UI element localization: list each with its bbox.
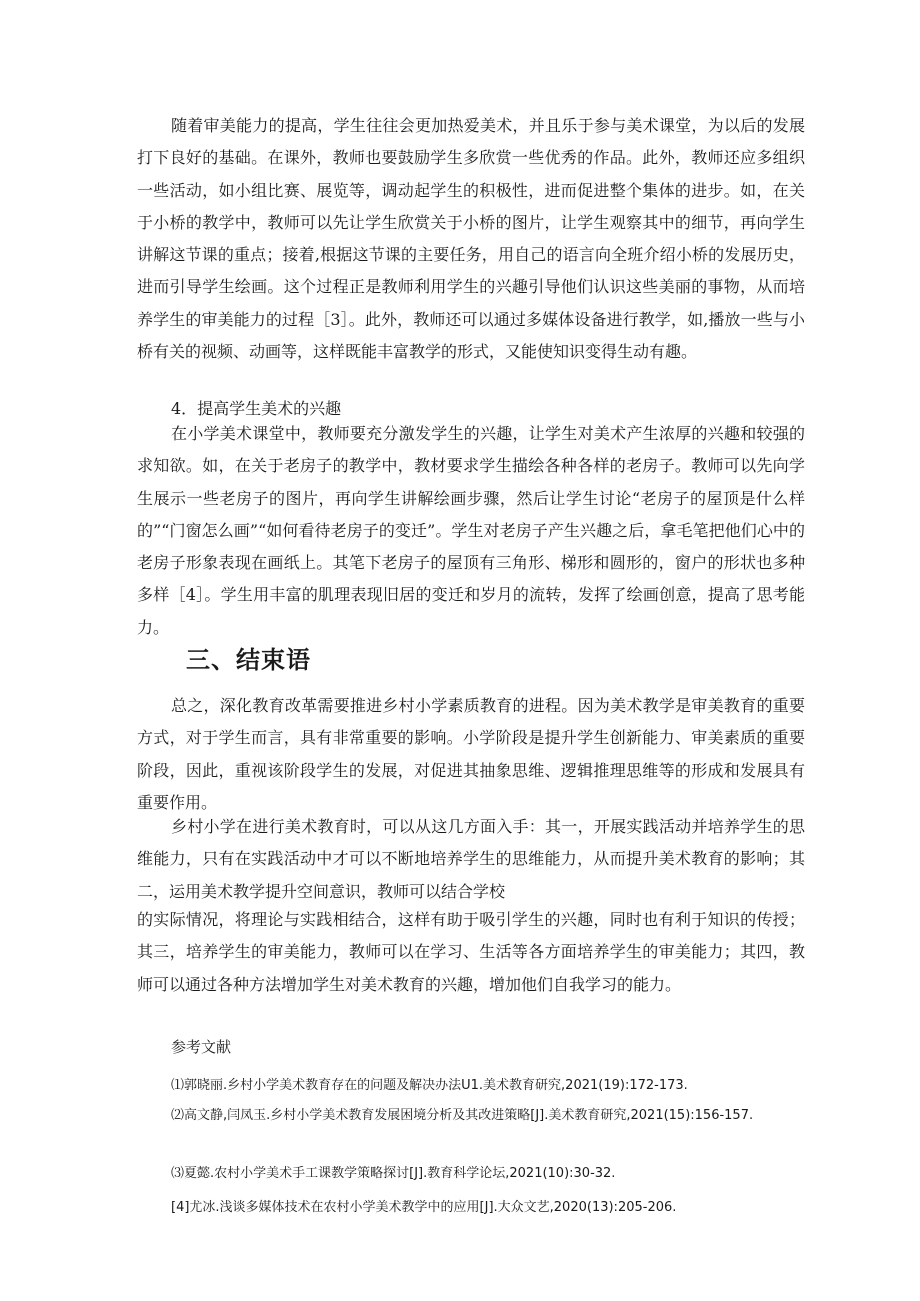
body-paragraph-approaches: 乡村小学在进行美术教育时，可以从这几方面入手：其一，开展实践活动并培养学生的思维能力，只有在实践活动中才可以不断地培养学生的思维能力，从而提升美术教育的影响；其二，运用美术教学提升空间意识，教师可以结合学校 [137,817,805,901]
body-paragraph-aesthetic-ability: 随着审美能力的提高，学生往往会更加热爱美术，并且乐于参与美术课堂，为以后的发展打下良好的基础。在课外，教师也要鼓励学生多欣赏一些优秀的作品。此外，教师还应多组织一些活动，如小组比赛、展览等，调动起学生的积极性，进而促进整个集体的进步。如，在关于小桥的教学中，教师可以先让学生欣赏关于小桥的图片，让学生观察其中的细节，再向学生讲解这节课的重点；接着,根据这节课的主要任务，用自己的语言向全班介绍小桥的发展历史，进而引导学生绘画。这个过程正是教师利用学生的兴趣引导他们认识这些美丽的事物，从而培养学生的审美能力的过程［3］。此外，教师还可以通过多媒体设备进行教学，如,播放一些与小桥有关的视频、动画等，这样既能丰富教学的形式，又能使知识变得生动有趣。 [137,116,805,362]
body-paragraph-conclusion: 总之，深化教育改革需要推进乡村小学素质教育的进程。因为美术教学是审美教育的重要方式，对于学生而言，具有非常重要的影响。小学阶段是提升学生创新能力、审美素质的重要阶段，因此，重视该阶段学生的发展，对促进其抽象思维、逻辑推理思维等的形成和发展具有重要作用。 [137,696,805,812]
references-title: 参考文献 [171,1038,232,1056]
reference-item-4: [4]尤冰.浅谈多媒体技术在农村小学美术教学中的应用[J].大众文艺,2020(13):205-206. [171,1200,677,1215]
body-paragraph-old-house: 在小学美术课堂中，教师要充分激发学生的兴趣，让学生对美术产生浓厚的兴趣和较强的求知欲。如，在关于老房子的教学中，教材要求学生描绘各种各样的老房子。教师可以先向学生展示一些老房子的图片，再向学生讲解绘画步骤，然后让学生讨论“老房子的屋顶是什么样的”“门窗怎么画”“如何看待老房子的变迁”。学生对老房子产生兴趣之后，拿毛笔把他们心中的老房子形象表现在画纸上。其笔下老房子的屋顶有三角形、梯形和圆形的，窗户的形状也多种多样［4］。学生用丰富的肌理表现旧居的变迁和岁月的流转，发挥了绘画创意，提高了思考能力。 [137,424,805,637]
reference-item-1: ⑴郭晓丽.乡村小学美术教育存在的问题及解决办法U1.美术教育研究,2021(19):172-173. [171,1078,688,1093]
body-paragraph-approaches-continued: 的实际情况，将理论与实践相结合，这样有助于吸引学生的兴趣，同时也有利于知识的传授；其三，培养学生的审美能力，教师可以在学习、生活等各方面培养学生的审美能力；其四，教师可以通过各种方法增加学生对美术教育的兴趣，增加他们自我学习的能力。 [137,910,805,994]
reference-item-2: ⑵高文静,闫凤玉.乡村小学美术教育发展困境分析及其改进策略[J].美术教育研究,2021(15):156-157. [171,1108,754,1123]
subheading-interest: 4．提高学生美术的兴趣 [171,399,342,418]
reference-item-3: ⑶夏懿.农村小学美术手工课教学策略探讨[J].教育科学论坛,2021(10):30-32. [171,1166,616,1181]
section-title-conclusion: 三、结束语 [186,646,311,674]
